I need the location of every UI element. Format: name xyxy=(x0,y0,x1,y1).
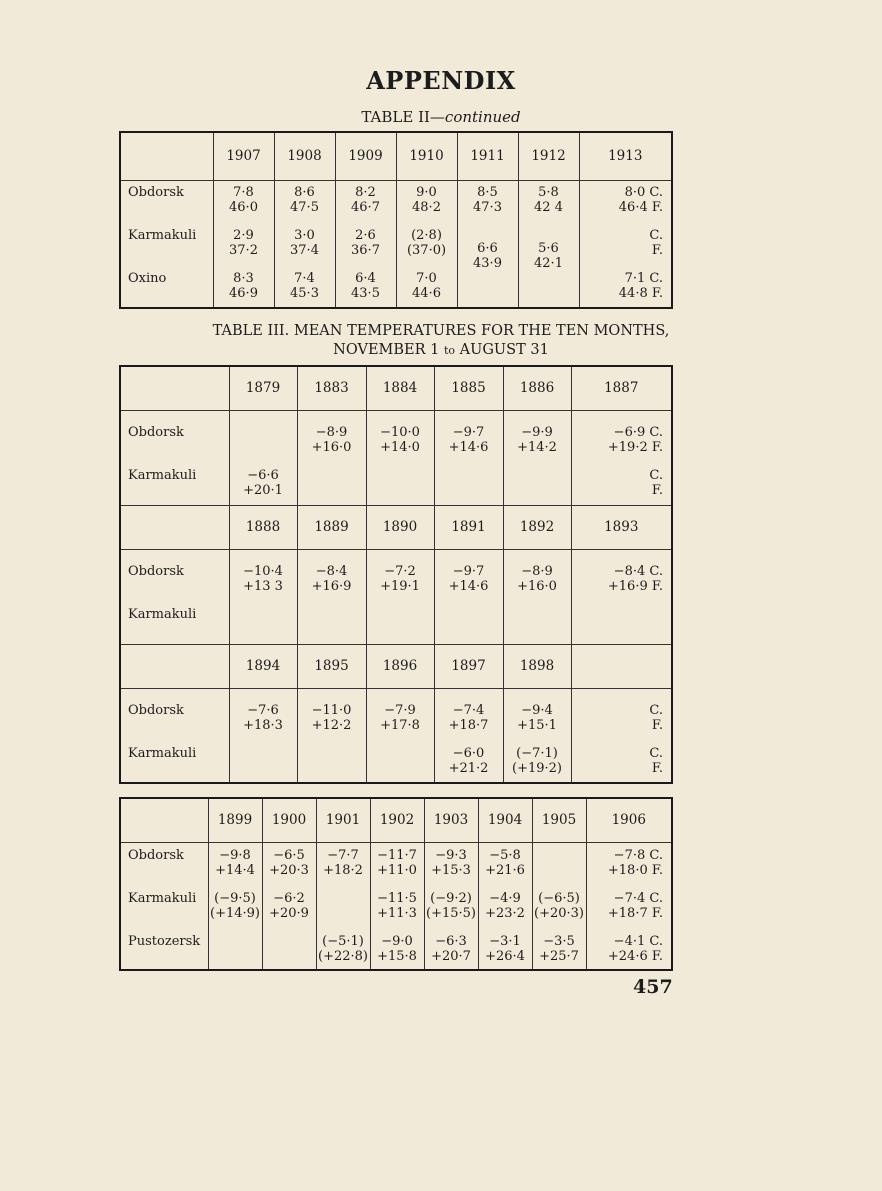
station-value: −3·1 xyxy=(489,933,521,949)
page-number: 457 xyxy=(633,976,673,998)
year-header: 1896 xyxy=(366,644,434,688)
table2-value-cell xyxy=(274,180,335,308)
table3-value-cell xyxy=(297,688,366,783)
obdorsk-value: +14·6 xyxy=(448,439,489,455)
table3-body-row xyxy=(120,688,672,783)
table2-corner xyxy=(120,132,213,180)
fahrenheit-value: 46·7 xyxy=(351,199,380,215)
karmakuli-value: +21·2 xyxy=(448,760,489,776)
fahrenheit-value: 46·0 xyxy=(229,199,258,215)
station-value: (+22·8) xyxy=(318,948,368,964)
table2-body-row xyxy=(120,180,672,308)
station-value: −6·3 xyxy=(435,933,467,949)
station-value: +15·8 xyxy=(377,948,417,964)
table3-value-cell xyxy=(434,688,503,783)
station-label: Karmakuli xyxy=(128,745,197,761)
fahrenheit-value: 43·5 xyxy=(351,285,380,301)
celsius-value: 8·0 C. xyxy=(624,184,663,200)
table4-value-cell xyxy=(478,842,532,970)
obdorsk-value: +18·3 xyxy=(243,717,283,733)
table2-caption xyxy=(0,108,882,126)
station-value: −6·2 xyxy=(273,890,305,906)
obdorsk-value: +19·2 F. xyxy=(607,439,663,455)
station-value: +26·4 xyxy=(485,948,525,964)
celsius-value: (2·8) xyxy=(411,227,442,243)
obdorsk-value: −8·9 xyxy=(315,424,348,440)
year-header: 1891 xyxy=(434,505,503,549)
table4-value-cell xyxy=(532,842,586,970)
station-value: −9·3 xyxy=(435,847,467,863)
station-labels xyxy=(120,842,208,970)
celsius-value: 6·6 xyxy=(477,240,498,256)
obdorsk-value xyxy=(230,440,297,455)
station-value xyxy=(533,863,586,878)
table3-header-row xyxy=(120,505,672,549)
station-value: +18·2 xyxy=(323,862,363,878)
obdorsk-value: +16·0 xyxy=(517,578,557,594)
page-title: APPENDIX xyxy=(366,66,516,95)
station-value xyxy=(533,848,586,863)
year-header: 1893 xyxy=(571,505,672,549)
table3-value-cell xyxy=(366,549,434,644)
fahrenheit-value: 46·4 F. xyxy=(618,199,663,215)
table3-value-cell xyxy=(434,410,503,505)
fahrenheit-value: F. xyxy=(651,242,663,258)
table3-corner xyxy=(120,366,229,410)
celsius-value: 8·3 xyxy=(233,270,254,286)
station-labels xyxy=(120,549,229,644)
station-value: (−6·5) xyxy=(538,890,580,906)
table2-value-cell xyxy=(213,180,274,308)
table2-value-cell xyxy=(335,180,396,308)
station-label: Karmakuli xyxy=(128,467,197,483)
karmakuli-value: C. xyxy=(649,745,663,761)
station-value: −7·8 C. xyxy=(613,847,663,863)
obdorsk-value: +16·9 xyxy=(311,578,352,594)
celsius-value: 2·9 xyxy=(233,227,254,243)
table3-value-cell xyxy=(366,688,434,783)
fahrenheit-value: 42 4 xyxy=(534,199,563,215)
station-value: (+15·5) xyxy=(426,905,476,921)
station-value xyxy=(209,949,262,964)
table3-header-row xyxy=(120,644,672,688)
station-value xyxy=(317,906,370,921)
fahrenheit-value: 48·2 xyxy=(412,199,441,215)
station-value: (+14·9) xyxy=(210,905,260,921)
station-value: +14·4 xyxy=(215,862,255,878)
obdorsk-value: −10·4 xyxy=(243,563,283,579)
station-labels xyxy=(120,688,229,783)
obdorsk-value: −7·2 xyxy=(384,563,416,579)
table3-value-cell xyxy=(571,688,672,783)
station-value: +18·0 F. xyxy=(607,862,663,878)
station-value: (−9·5) xyxy=(214,890,256,906)
table3-value-cell xyxy=(503,688,571,783)
table3-value-cell xyxy=(229,549,297,644)
station-value xyxy=(317,891,370,906)
obdorsk-value: −6·9 C. xyxy=(613,424,663,440)
table3-body-row xyxy=(120,410,672,505)
station-value: +11·0 xyxy=(377,862,417,878)
year-header: 1902 xyxy=(370,798,424,842)
obdorsk-value: +14·6 xyxy=(448,578,489,594)
year-header: 1901 xyxy=(316,798,370,842)
station-value: −9·8 xyxy=(219,847,251,863)
table4-value-cell xyxy=(370,842,424,970)
year-header: 1913 xyxy=(579,132,672,180)
table2-value-cell xyxy=(457,180,518,308)
karmakuli-value: (+19·2) xyxy=(512,760,562,776)
station-label: Obdorsk xyxy=(128,424,184,440)
station-value: −7·7 xyxy=(327,847,359,863)
table3-value-cell xyxy=(503,410,571,505)
year-header: 1892 xyxy=(503,505,571,549)
table3-value-cell xyxy=(434,549,503,644)
year-header: 1885 xyxy=(434,366,503,410)
fahrenheit-value: 37·4 xyxy=(290,242,319,258)
table3-value-cell xyxy=(297,549,366,644)
fahrenheit-value: 43·9 xyxy=(473,255,502,271)
obdorsk-value: +16·9 F. xyxy=(607,578,663,594)
obdorsk-value: −9·7 xyxy=(452,424,485,440)
table2-caption-main: TABLE II— xyxy=(361,108,445,126)
obdorsk-value: C. xyxy=(649,702,663,718)
year-header: 1908 xyxy=(274,132,335,180)
celsius-value: 5·8 xyxy=(538,184,559,200)
table4-value-cell xyxy=(208,842,262,970)
station-value xyxy=(263,934,316,949)
obdorsk-value: −9·7 xyxy=(452,563,485,579)
fahrenheit-value: 46·9 xyxy=(229,285,258,301)
table3-value-cell xyxy=(229,688,297,783)
fahrenheit-value: 42·1 xyxy=(534,255,563,271)
station-value: +21·6 xyxy=(485,862,525,878)
celsius-value: 7·1 C. xyxy=(624,270,663,286)
table3-body-row xyxy=(120,549,672,644)
station-label: Obdorsk xyxy=(128,184,184,200)
table2-value-cell xyxy=(518,180,579,308)
obdorsk-value: −7·4 xyxy=(452,702,485,718)
karmakuli-value: −6·0 xyxy=(452,745,485,761)
celsius-value: 8·6 xyxy=(294,184,315,200)
station-value: −4·9 xyxy=(489,890,521,906)
celsius-value: 7·4 xyxy=(294,270,315,286)
year-header: 1910 xyxy=(396,132,457,180)
year-header: 1911 xyxy=(457,132,518,180)
station-value: −9·0 xyxy=(381,933,413,949)
station-value: +15·3 xyxy=(431,862,471,878)
table2 xyxy=(119,131,673,309)
obdorsk-value: −8·9 xyxy=(521,563,553,579)
fahrenheit-value: 36·7 xyxy=(351,242,380,258)
obdorsk-value: +13 3 xyxy=(243,578,283,594)
table3-corner xyxy=(120,644,229,688)
year-header: 1899 xyxy=(208,798,262,842)
station-value: −5·8 xyxy=(489,847,521,863)
obdorsk-value: +12·2 xyxy=(311,717,352,733)
obdorsk-value: −8·4 xyxy=(315,563,348,579)
station-labels xyxy=(120,180,213,308)
obdorsk-value: −7·6 xyxy=(247,702,279,718)
table3 xyxy=(119,365,673,784)
table4 xyxy=(119,797,673,971)
fahrenheit-value: 47·5 xyxy=(290,199,319,215)
table4-value-cell xyxy=(586,842,672,970)
year-header: 1909 xyxy=(335,132,396,180)
station-value: +25·7 xyxy=(539,948,579,964)
station-value: +23·2 xyxy=(485,905,525,921)
year-header: 1895 xyxy=(297,644,366,688)
year-header xyxy=(571,644,672,688)
station-label: Obdorsk xyxy=(128,563,184,579)
fahrenheit-value: 47·3 xyxy=(473,199,502,215)
table3-value-cell xyxy=(297,410,366,505)
station-value: (−9·2) xyxy=(430,890,472,906)
obdorsk-value: +14·0 xyxy=(380,439,420,455)
celsius-value: 6·4 xyxy=(355,270,376,286)
table3-value-cell xyxy=(366,410,434,505)
station-label: Pustozersk xyxy=(128,933,201,949)
obdorsk-value: F. xyxy=(651,717,663,733)
station-value: −11·5 xyxy=(377,890,417,906)
obdorsk-value: −10·0 xyxy=(380,424,420,440)
table3-value-cell xyxy=(229,410,297,505)
year-header: 1898 xyxy=(503,644,571,688)
karmakuli-value: −6·6 xyxy=(247,467,279,483)
year-header: 1888 xyxy=(229,505,297,549)
celsius-value: 7·0 xyxy=(416,270,437,286)
year-header: 1879 xyxy=(229,366,297,410)
year-header: 1906 xyxy=(586,798,672,842)
karmakuli-value: +20·1 xyxy=(243,482,283,498)
station-label: Karmakuli xyxy=(128,890,197,906)
year-header: 1886 xyxy=(503,366,571,410)
obdorsk-value: −8·4 C. xyxy=(613,563,663,579)
table4-value-cell xyxy=(262,842,316,970)
table2-value-cell xyxy=(579,180,672,308)
table4-header-row xyxy=(120,798,672,842)
table3-value-cell xyxy=(571,410,672,505)
celsius-value: 2·6 xyxy=(355,227,376,243)
celsius-value: 7·8 xyxy=(233,184,254,200)
station-label: Obdorsk xyxy=(128,847,184,863)
year-header: 1887 xyxy=(571,366,672,410)
station-value: (+20·3) xyxy=(534,905,584,921)
station-label: Obdorsk xyxy=(128,702,184,718)
year-header: 1904 xyxy=(478,798,532,842)
celsius-value: 8·5 xyxy=(477,184,498,200)
year-header: 1884 xyxy=(366,366,434,410)
station-value: +24·6 F. xyxy=(607,948,663,964)
celsius-value: 8·2 xyxy=(355,184,376,200)
celsius-value: 3·0 xyxy=(294,227,315,243)
table2-value-cell xyxy=(396,180,457,308)
year-header: 1903 xyxy=(424,798,478,842)
obdorsk-value: +18·7 xyxy=(448,717,489,733)
year-header: 1890 xyxy=(366,505,434,549)
celsius-value: 9·0 xyxy=(416,184,437,200)
station-label: Karmakuli xyxy=(128,606,197,622)
table4-value-cell xyxy=(424,842,478,970)
table3-corner xyxy=(120,505,229,549)
table3-header-row xyxy=(120,366,672,410)
year-header: 1897 xyxy=(434,644,503,688)
station-value: +18·7 F. xyxy=(607,905,663,921)
station-value xyxy=(263,949,316,964)
table3-caption-part: NOVEMBER 1 xyxy=(333,342,444,358)
fahrenheit-value: (37·0) xyxy=(406,242,447,258)
table4-corner xyxy=(120,798,208,842)
celsius-value: 5·6 xyxy=(538,240,559,256)
obdorsk-value: +17·8 xyxy=(380,717,420,733)
obdorsk-value: −11·0 xyxy=(311,702,352,718)
station-labels xyxy=(120,410,229,505)
table3-caption-line2 xyxy=(0,341,882,360)
karmakuli-value: F. xyxy=(651,760,663,776)
table3-caption-part: AUGUST 31 xyxy=(455,342,549,358)
fahrenheit-value: 37·2 xyxy=(229,242,258,258)
obdorsk-value xyxy=(230,425,297,440)
station-label: Karmakuli xyxy=(128,227,197,243)
year-header: 1907 xyxy=(213,132,274,180)
table4-body-row xyxy=(120,842,672,970)
station-value: +20·7 xyxy=(431,948,471,964)
station-label: Oxino xyxy=(128,270,167,286)
karmakuli-value: (−7·1) xyxy=(516,745,558,761)
station-value: +20·3 xyxy=(269,862,309,878)
station-value xyxy=(209,934,262,949)
table3-value-cell xyxy=(571,549,672,644)
obdorsk-value: −9·9 xyxy=(521,424,553,440)
station-value: −3·5 xyxy=(543,933,575,949)
fahrenheit-value: 44·8 F. xyxy=(618,285,663,301)
fahrenheit-value: 45·3 xyxy=(290,285,319,301)
celsius-value: C. xyxy=(649,227,663,243)
obdorsk-value: +14·2 xyxy=(517,439,557,455)
table3-caption-part: to xyxy=(444,344,456,357)
table3-value-cell xyxy=(503,549,571,644)
year-header: 1905 xyxy=(532,798,586,842)
station-value: −4·1 C. xyxy=(613,933,663,949)
table3-caption-line1: TABLE III. MEAN TEMPERATURES FOR THE TEN MONTHS, xyxy=(212,323,670,339)
station-value: +20·9 xyxy=(269,905,309,921)
year-header: 1912 xyxy=(518,132,579,180)
table4-value-cell xyxy=(316,842,370,970)
table2-caption-continued: continued xyxy=(444,108,521,126)
obdorsk-value: −9·4 xyxy=(521,702,553,718)
year-header: 1889 xyxy=(297,505,366,549)
station-value: −6·5 xyxy=(273,847,305,863)
obdorsk-value: +16·0 xyxy=(311,439,352,455)
table2-header-row xyxy=(120,132,672,180)
obdorsk-value: −7·9 xyxy=(384,702,416,718)
year-header: 1883 xyxy=(297,366,366,410)
year-header: 1900 xyxy=(262,798,316,842)
obdorsk-value: +15·1 xyxy=(517,717,557,733)
station-value: −11·7 xyxy=(377,847,417,863)
station-value: −7·4 C. xyxy=(613,890,663,906)
karmakuli-value: C. xyxy=(649,467,663,483)
fahrenheit-value: 44·6 xyxy=(412,285,441,301)
karmakuli-value: F. xyxy=(651,482,663,498)
station-value: (−5·1) xyxy=(322,933,364,949)
year-header: 1894 xyxy=(229,644,297,688)
obdorsk-value: +19·1 xyxy=(380,578,420,594)
station-value: +11·3 xyxy=(377,905,417,921)
